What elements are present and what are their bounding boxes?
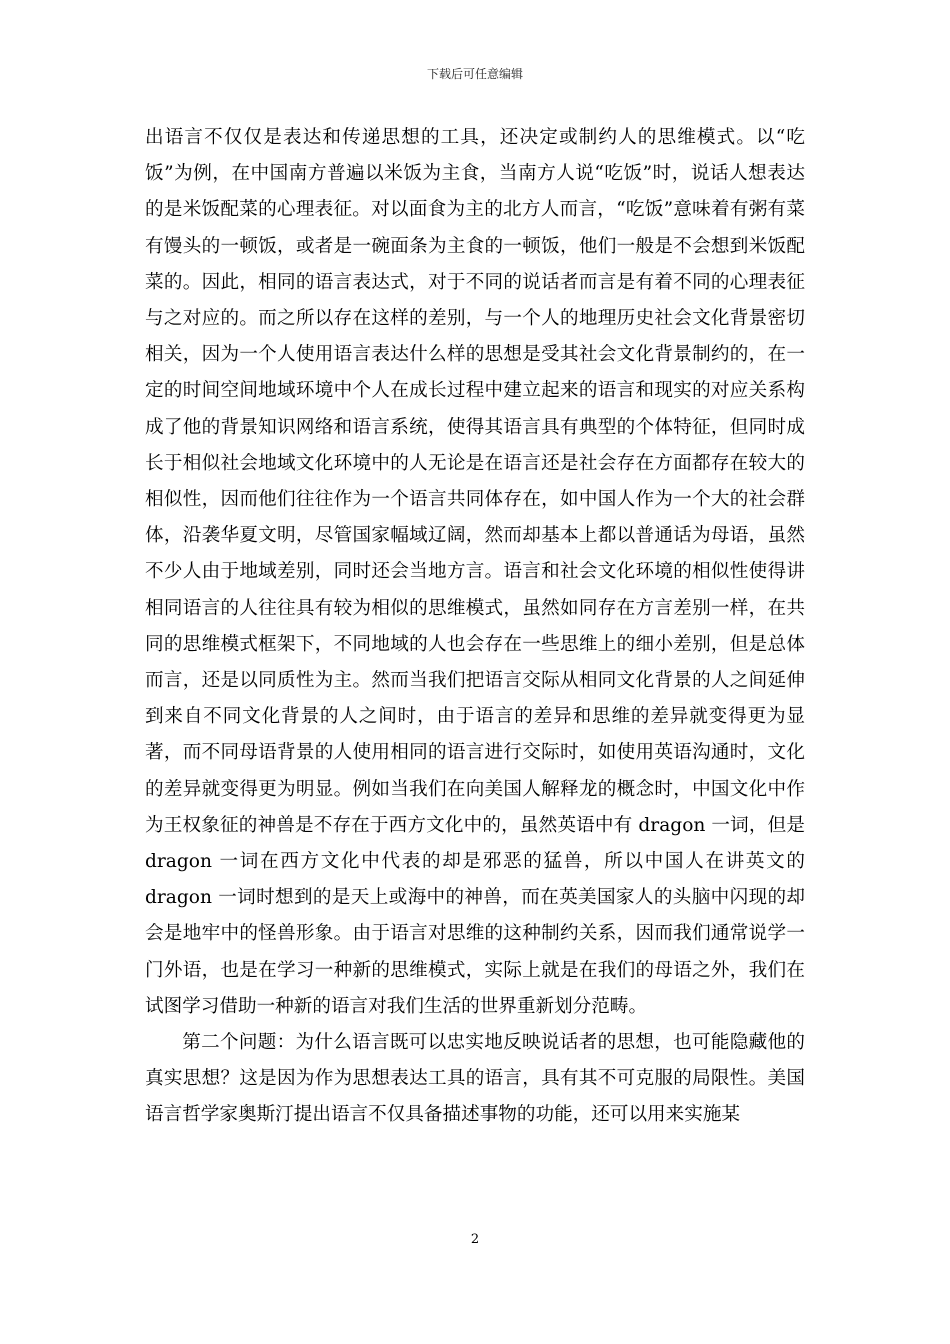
body-text — [145, 120, 805, 1134]
page-header: 下载后可任意编辑 — [426, 67, 523, 81]
paragraph-continued: 出语言不仅仅是表达和传递思想的工具，还决定或制约人的思维模式。以“吃饭”为例，在中国南方普遍以米饭为主食，当南方人说“吃饭”时，说话人想表达的是米饭配菜的心理表征。对以面食为主的北方人而言，“吃饭”意味着有粥有菜有馒头的一顿饭，或者是一碗面条为主食的一顿饭，他们一般是不会想到米饭配菜的。因此，相同的语言表达式，对于不同的说话者而言是有着不同的心理表征与之对应的。而之所以存在这样的差别，与一个人的地理历史社会文化背景密切相关，因为一个人使用语言表达什么样的思想是受其社会文化背景制约的，在一定的时间空间地域环境中个人在成长过程中建立起来的语言和现实的对应关系构成了他的背景知识网络和语言系统，使得其语言具有典型的个体特征，但同时成长于相似社会地域文化环境中的人无论是在语言还是社会存在方面都存在较大的相似性，因而他们往往作为一个语言共同体存在，如中国人作为一个大的社会群体，沿袭华夏文明，尽管国家幅域辽阔，然而却基本上都以普通话为母语，虽然不少人由于地域差别，同时还会当地方言。语言和社会文化环境的相似性使得讲相同语言的人往往具有较为相似的思维模式，虽然如同存在方言差别一样，在共同的思维模式框架下，不同地域的人也会存在一些思维上的细小差别，但是总体而言，还是以同质性为主。然而当我们把语言交际从相同文化背景的人之间延伸到来自不同文化背景的人之间时，由于语言的差异和思维的差异就变得更为显著，而不同母语背景的人使用相同的语言进行交际时，如使用英语沟通时，文化的差异就变得更为明显。例如当我们在向美国人解释龙的概念时，中国文化中作为王权象征的神兽是不存在于西方文化中的，虽然英语中有 dragon 一词，但是 dragon 一词在西方文化中代表的却是邪恶的猛兽，所以中国人在讲英文的 dragon 一词时想到的是天上或海中的神兽，而在英美国家人的头脑中闪现的却会是地牢中的怪兽形象。由于语言对思维的这种制约关系，因而我们通常说学一门外语，也是在学习一种新的思维模式，实际上就是在我们的母语之外，我们在试图学习借助一种新的语言对我们生活的世界重新划分范畴。 — [145, 127, 805, 1017]
page-number: 2 — [470, 1232, 480, 1247]
paragraph-second-question: 第二个问题：为什么语言既可以忠实地反映说话者的思想，也可能隐藏他的真实思想？这是因为作为思想表达工具的语言，具有其不可克服的局限性。美国语言哲学家奥斯汀提出语言不仅具备描述事物的功能，还可以用来实施某 — [145, 1032, 805, 1126]
